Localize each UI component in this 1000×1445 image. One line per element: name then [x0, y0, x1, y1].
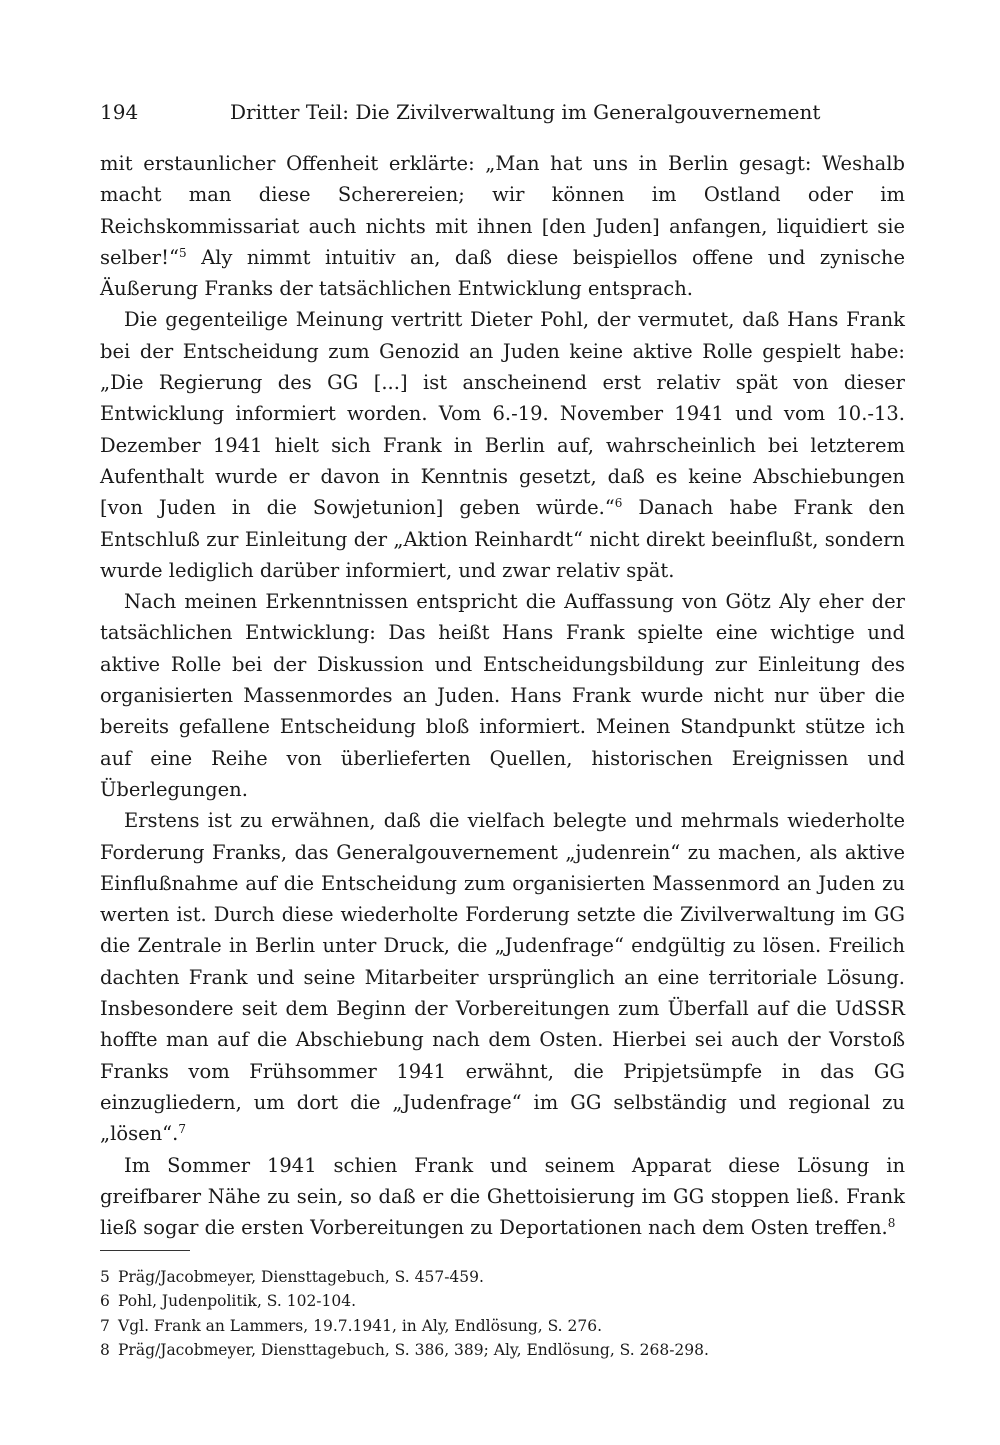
- body-text: [100, 148, 905, 1243]
- paragraph: [100, 805, 905, 1149]
- page-number: 194: [100, 100, 139, 124]
- paragraph: [100, 1150, 905, 1244]
- footnote-reference: 5: [178, 245, 187, 260]
- running-title: Dritter Teil: Die Zivilverwaltung im Generalgouvernement: [230, 100, 821, 124]
- footnote-text: Vgl. Frank an Lammers, 19.7.1941, in Aly, Endlösung, S. 276.: [118, 1316, 603, 1335]
- footnote-number: 7: [100, 1316, 110, 1335]
- footnote-reference: 7: [178, 1122, 186, 1137]
- paragraph: [100, 586, 905, 805]
- paragraph-text: Erstens ist zu erwähnen, daß die vielfach belegte und mehrmals wiederholte Forderung Franks, das Generalgouvernement „judenrein“ zu machen, als aktive Einflußnahme auf die Entscheidung zum organisierten Massenmord an Juden zu werten ist. Durch diese wiederholte Forderung setzte die Zivilverwaltung im GG die Zentrale in Berlin unter Druck, die „Judenfrage“ endgültig zu lösen. Freilich dachten Frank und seine Mitarbeiter ursprünglich an eine territoriale Lösung. Insbesondere seit dem Beginn der Vorbereitungen zum Überfall auf die UdSSR hoffte man auf die Abschiebung nach dem Osten. Hierbei sei auch der Vorstoß Franks vom Frühsommer 1941 erwähnt, die Pripjetsümpfe in das GG einzugliedern, um dort die „Judenfrage“ im GG selbständig und regional zu „lösen“.: [100, 809, 905, 1146]
- footnote: [100, 1289, 905, 1313]
- footnotes: [100, 1265, 905, 1362]
- paragraph: [100, 304, 905, 586]
- paragraph: [100, 148, 905, 304]
- paragraph-text: Nach meinen Erkenntnissen entspricht die Auffassung von Götz Aly eher der tatsächlichen Entwicklung: Das heißt Hans Frank spielte eine wichtige und aktive Rolle bei der Diskussion und Entscheidungsbildung zur Einleitung des organisierten Massenmordes an Juden. Hans Frank wurde nicht nur über die bereits gefallene Entscheidung bloß informiert. Meinen Standpunkt stütze ich auf eine Reihe von überlieferten Quellen, historischen Ereignissen und Überlegungen.: [100, 590, 905, 801]
- footnote: [100, 1314, 905, 1338]
- footnote-number: 8: [100, 1340, 110, 1359]
- footnote-divider: [100, 1250, 190, 1251]
- paragraph-text: Im Sommer 1941 schien Frank und seinem Apparat diese Lösung in greifbarer Nähe zu sein, so daß er die Ghettoisierung im GG stoppen ließ. Frank ließ sogar die ersten Vorbereitungen zu Deportationen nach dem Osten treffen.: [100, 1153, 905, 1240]
- paragraph-text: Die gegenteilige Meinung vertritt Dieter Pohl, der vermutet, daß Hans Frank bei der Entscheidung zum Genozid an Juden keine aktive Rolle gespielt habe: „Die Regierung des GG [...] ist anscheinend erst relativ spät von dieser Entwicklung informiert worden. Vom 6.-19. November 1941 und vom 10.-13. Dezember 1941 hielt sich Frank in Berlin auf, wahrscheinlich bei letzterem Aufenthalt wurde er davon in Kenntnis gesetzt, daß es keine Abschiebungen [von Juden in die Sowjetunion] geben würde.“: [100, 308, 905, 520]
- footnote-text: Pohl, Judenpolitik, S. 102-104.: [118, 1292, 357, 1311]
- paragraph-text: Danach habe Frank den Entschluß zur Einleitung der „Aktion Reinhardt“ nicht direkt beeinflußt, sondern wurde lediglich darüber informiert, und zwar relativ spät.: [100, 496, 905, 582]
- footnote-reference: 6: [614, 496, 623, 511]
- footnote-text: Präg/Jacobmeyer, Diensttagebuch, S. 386, 389; Aly, Endlösung, S. 268-298.: [118, 1340, 709, 1359]
- footnote-number: 5: [100, 1268, 110, 1286]
- footnote-number: 6: [100, 1292, 110, 1311]
- footnote: [100, 1265, 905, 1289]
- running-head: [100, 98, 905, 126]
- footnote: [100, 1338, 905, 1362]
- footnote-text: Präg/Jacobmeyer, Diensttagebuch, S. 457-459.: [118, 1268, 484, 1286]
- paragraph-text: mit erstaunlicher Offenheit erklärte: „Man hat uns in Berlin gesagt: Weshalb macht man diese Scherereien; wir können im Ostland oder im Reichskommissariat auch nichts mit ihnen [den Juden] anfangen, liquidiert sie selber!“: [100, 152, 905, 269]
- paragraph-text: Aly nimmt intuitiv an, daß diese beispiellos offene und zynische Äußerung Franks der tatsächlichen Entwicklung entsprach.: [100, 245, 905, 301]
- footnote-reference: 8: [887, 1216, 896, 1231]
